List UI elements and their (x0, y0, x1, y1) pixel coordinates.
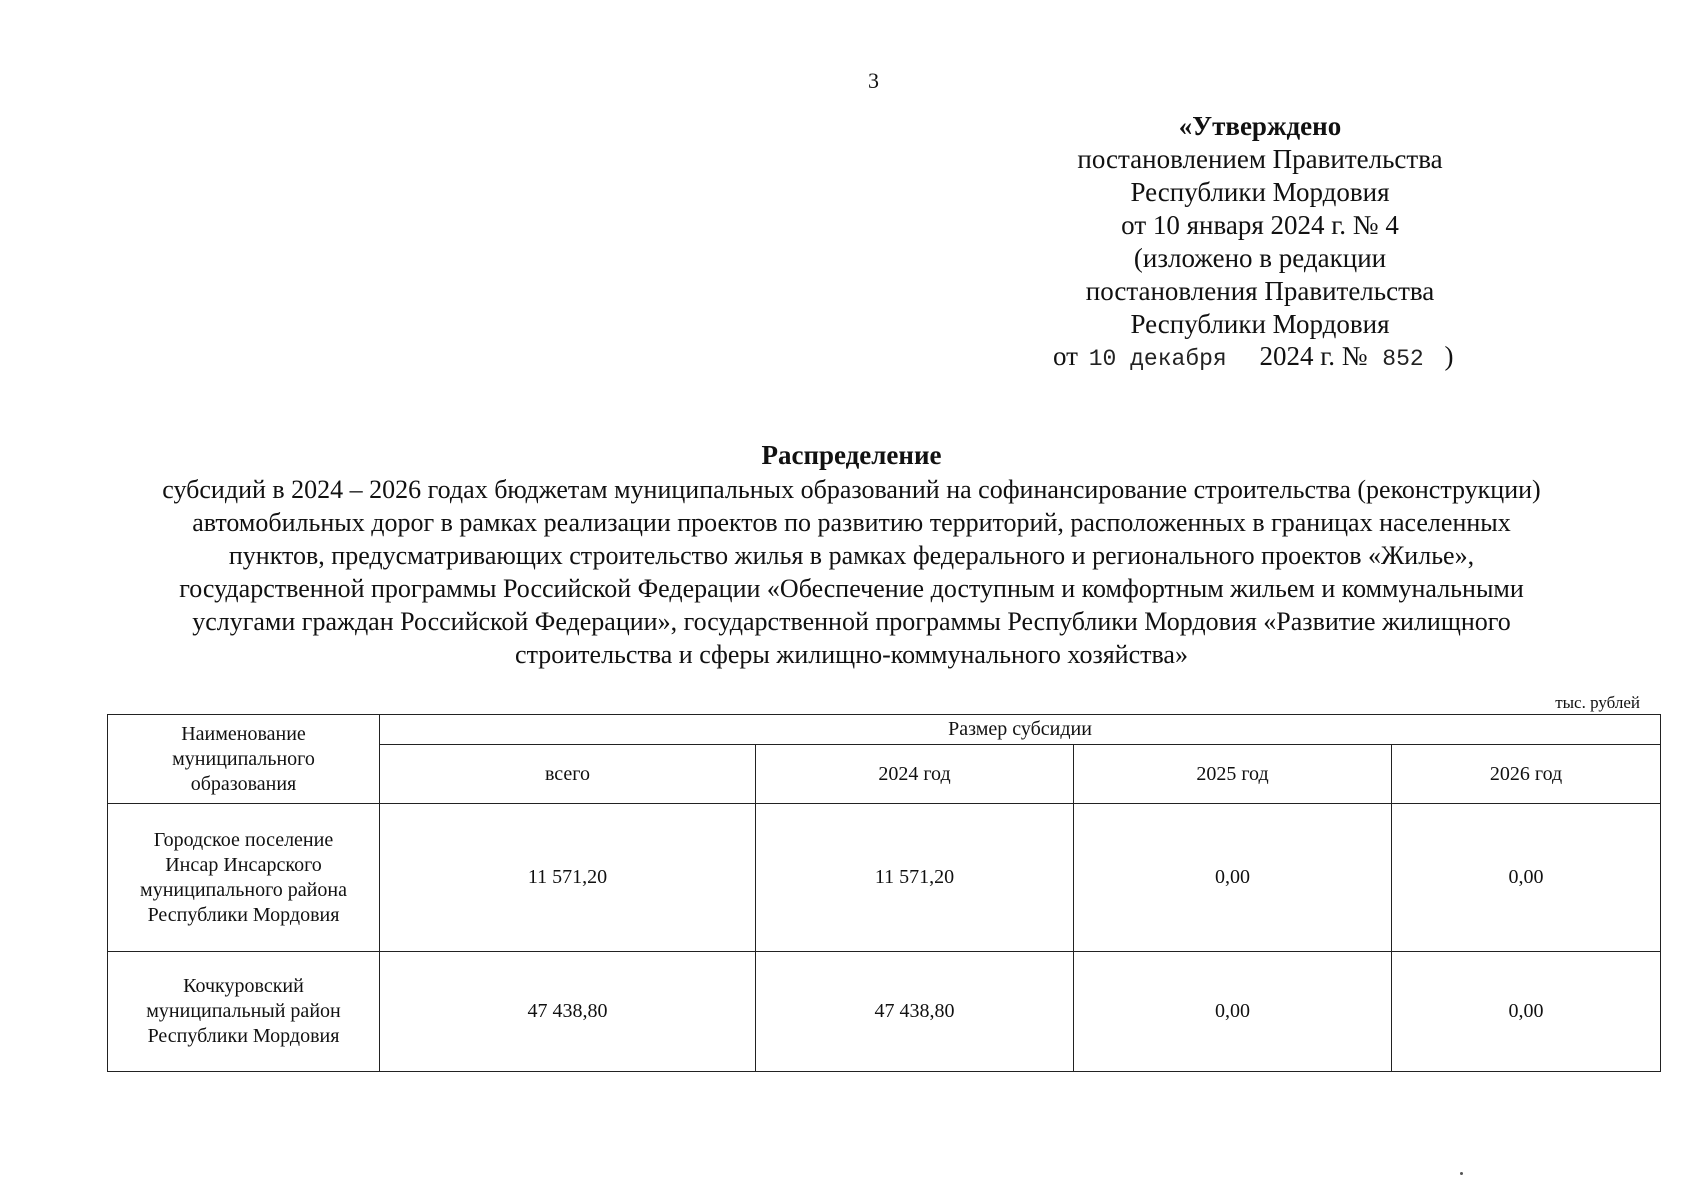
approval-line: Республики Мордовия (1130, 309, 1390, 339)
year-2026-cell: 0,00 (1392, 804, 1661, 952)
municipality-name-line: Республики Мордовия (147, 903, 340, 926)
year-2024-cell: 11 571,20 (756, 804, 1074, 952)
subtitle-line: строительства и сферы жилищно-коммунального хозяйства» (515, 640, 1188, 669)
approval-line: постановлением Правительства (1077, 144, 1443, 174)
header-name-line: образования (190, 772, 297, 795)
subtitle-line: субсидий в 2024 – 2026 годах бюджетам муниципальных образований на софинансирование строительства (реконструкции) (162, 475, 1541, 504)
municipality-name-line: Инсар Инсарского (165, 853, 322, 876)
year-2025-cell: 0,00 (1074, 952, 1392, 1072)
municipality-name-cell (108, 804, 380, 952)
scan-speck (1460, 1172, 1463, 1175)
approval-date-line (1053, 341, 1453, 372)
approval-line: Республики Мордовия (1130, 177, 1390, 207)
approval-title: «Утверждено (1178, 111, 1342, 141)
municipality-name-line: муниципального района (140, 878, 347, 901)
approval-line: постановления Правительства (1085, 276, 1435, 306)
total-cell: 11 571,20 (380, 804, 756, 952)
subtitle-line: пунктов, предусматривающих строительство жилья в рамках федерального и регионального проектов «Жилье», (228, 541, 1475, 570)
municipality-name-line: муниципальный район (146, 1000, 341, 1022)
header-name-line: Наименование (181, 722, 306, 745)
approval-year: 2024 г. № (1259, 341, 1368, 371)
year-2024-cell: 47 438,80 (756, 952, 1074, 1072)
municipality-name-line: Республики Мордовия (147, 1025, 340, 1047)
table-row (108, 952, 1661, 1072)
header-group-cell: Размер субсидии (380, 715, 1661, 745)
document-heading: Распределение (761, 440, 942, 470)
municipality-name-cell (108, 952, 380, 1072)
approval-date-fill: 10 декабря (1088, 346, 1227, 372)
approval-line: от 10 января 2024 г. № 4 (1121, 210, 1399, 240)
subtitle-line: государственной программы Российской Федерации «Обеспечение доступным и комфортным жильем и коммунальными (179, 574, 1524, 603)
units-label: тыс. рублей (1555, 693, 1640, 712)
year-2026-cell: 0,00 (1392, 952, 1661, 1072)
subtitle-line: услугами граждан Российской Федерации», государственной программы Республики Мордовия «Развитие жилищного (192, 607, 1511, 636)
header-name-cell (108, 715, 380, 804)
approval-close-paren: ) (1444, 341, 1454, 371)
municipality-name-line: Городское поселение (153, 828, 334, 851)
approval-line: (изложено в редакции (1133, 243, 1387, 273)
header-total: всего (380, 745, 756, 804)
approval-number-fill: 852 (1382, 346, 1424, 372)
document-subtitle (100, 473, 1603, 671)
municipality-name-line: Кочкуровский (183, 975, 304, 997)
total-cell: 47 438,80 (380, 952, 756, 1072)
header-name-line: муниципального (172, 747, 315, 770)
approval-stamp (1040, 110, 1480, 341)
year-2025-cell: 0,00 (1074, 804, 1392, 952)
subtitle-line: автомобильных дорог в рамках реализации проектов по развитию территорий, расположенных в границах населенных (192, 508, 1511, 537)
page-number: 3 (868, 68, 879, 93)
header-2026: 2026 год (1392, 745, 1661, 804)
table-header-row (108, 715, 1661, 745)
table-row (108, 804, 1661, 952)
subsidy-table (107, 714, 1661, 1072)
header-2025: 2025 год (1074, 745, 1392, 804)
approval-date-prefix: от (1053, 341, 1078, 371)
header-2024: 2024 год (756, 745, 1074, 804)
